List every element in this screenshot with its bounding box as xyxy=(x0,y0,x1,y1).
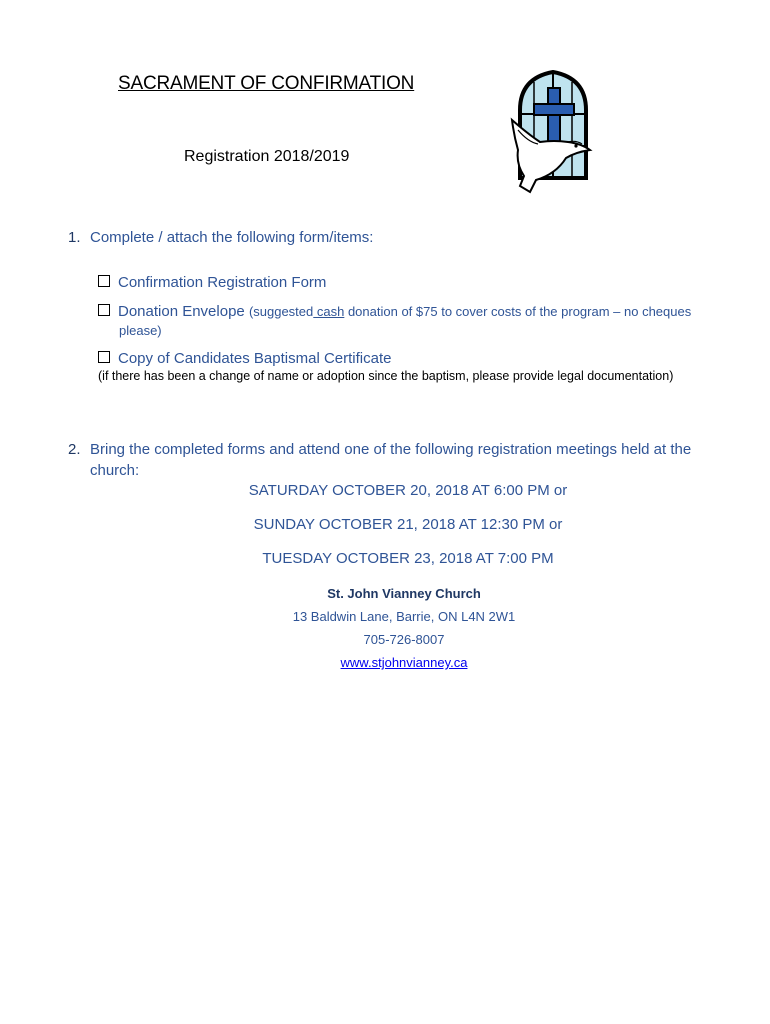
checklist-item[interactable] xyxy=(98,350,391,367)
section-1-number: 1. xyxy=(68,229,81,246)
donation-note-continuation: please) xyxy=(119,323,162,338)
cash-emphasis: cash xyxy=(313,304,345,319)
meeting-time: SATURDAY OCTOBER 20, 2018 AT 6:00 PM or xyxy=(248,482,568,499)
baptism-footnote: (if there has been a change of name or adoption since the baptism, please provide legal documentation) xyxy=(98,369,674,383)
page-title: SACRAMENT OF CONFIRMATION xyxy=(118,73,415,94)
donation-note: (suggested cash donation of $75 to cover costs of the program – no cheques xyxy=(248,304,692,319)
church-website-link[interactable]: www.stjohnvianney.ca xyxy=(340,655,468,670)
church-website-container xyxy=(0,655,770,670)
checkbox-icon[interactable] xyxy=(98,304,110,316)
meeting-time: TUESDAY OCTOBER 23, 2018 AT 7:00 PM xyxy=(262,550,554,567)
checklist-item-label: Confirmation Registration Form xyxy=(118,274,327,291)
church-phone: 705-726-8007 xyxy=(363,632,445,647)
section-2-heading-line1: Bring the completed forms and attend one of the following registration meetings held at the xyxy=(90,441,692,458)
checkbox-icon[interactable] xyxy=(98,351,110,363)
registration-year: Registration 2018/2019 xyxy=(184,148,350,165)
church-name: St. John Vianney Church xyxy=(327,586,481,601)
section-2-number: 2. xyxy=(68,441,81,458)
checklist-item-label: Copy of Candidates Baptismal Certificate xyxy=(118,350,392,367)
checkbox-icon[interactable] xyxy=(98,275,110,287)
section-2-heading-line2: church: xyxy=(90,462,140,479)
church-address: 13 Baldwin Lane, Barrie, ON L4N 2W1 xyxy=(292,609,516,624)
section-1-heading: Complete / attach the following form/items: xyxy=(90,229,374,246)
stained-glass-cross-dove-icon xyxy=(510,70,594,198)
checklist-item[interactable] xyxy=(98,303,738,320)
checklist-item[interactable] xyxy=(98,274,326,291)
meeting-time: SUNDAY OCTOBER 21, 2018 AT 12:30 PM or xyxy=(253,516,563,533)
checklist-item-label: Donation Envelope xyxy=(118,303,245,320)
